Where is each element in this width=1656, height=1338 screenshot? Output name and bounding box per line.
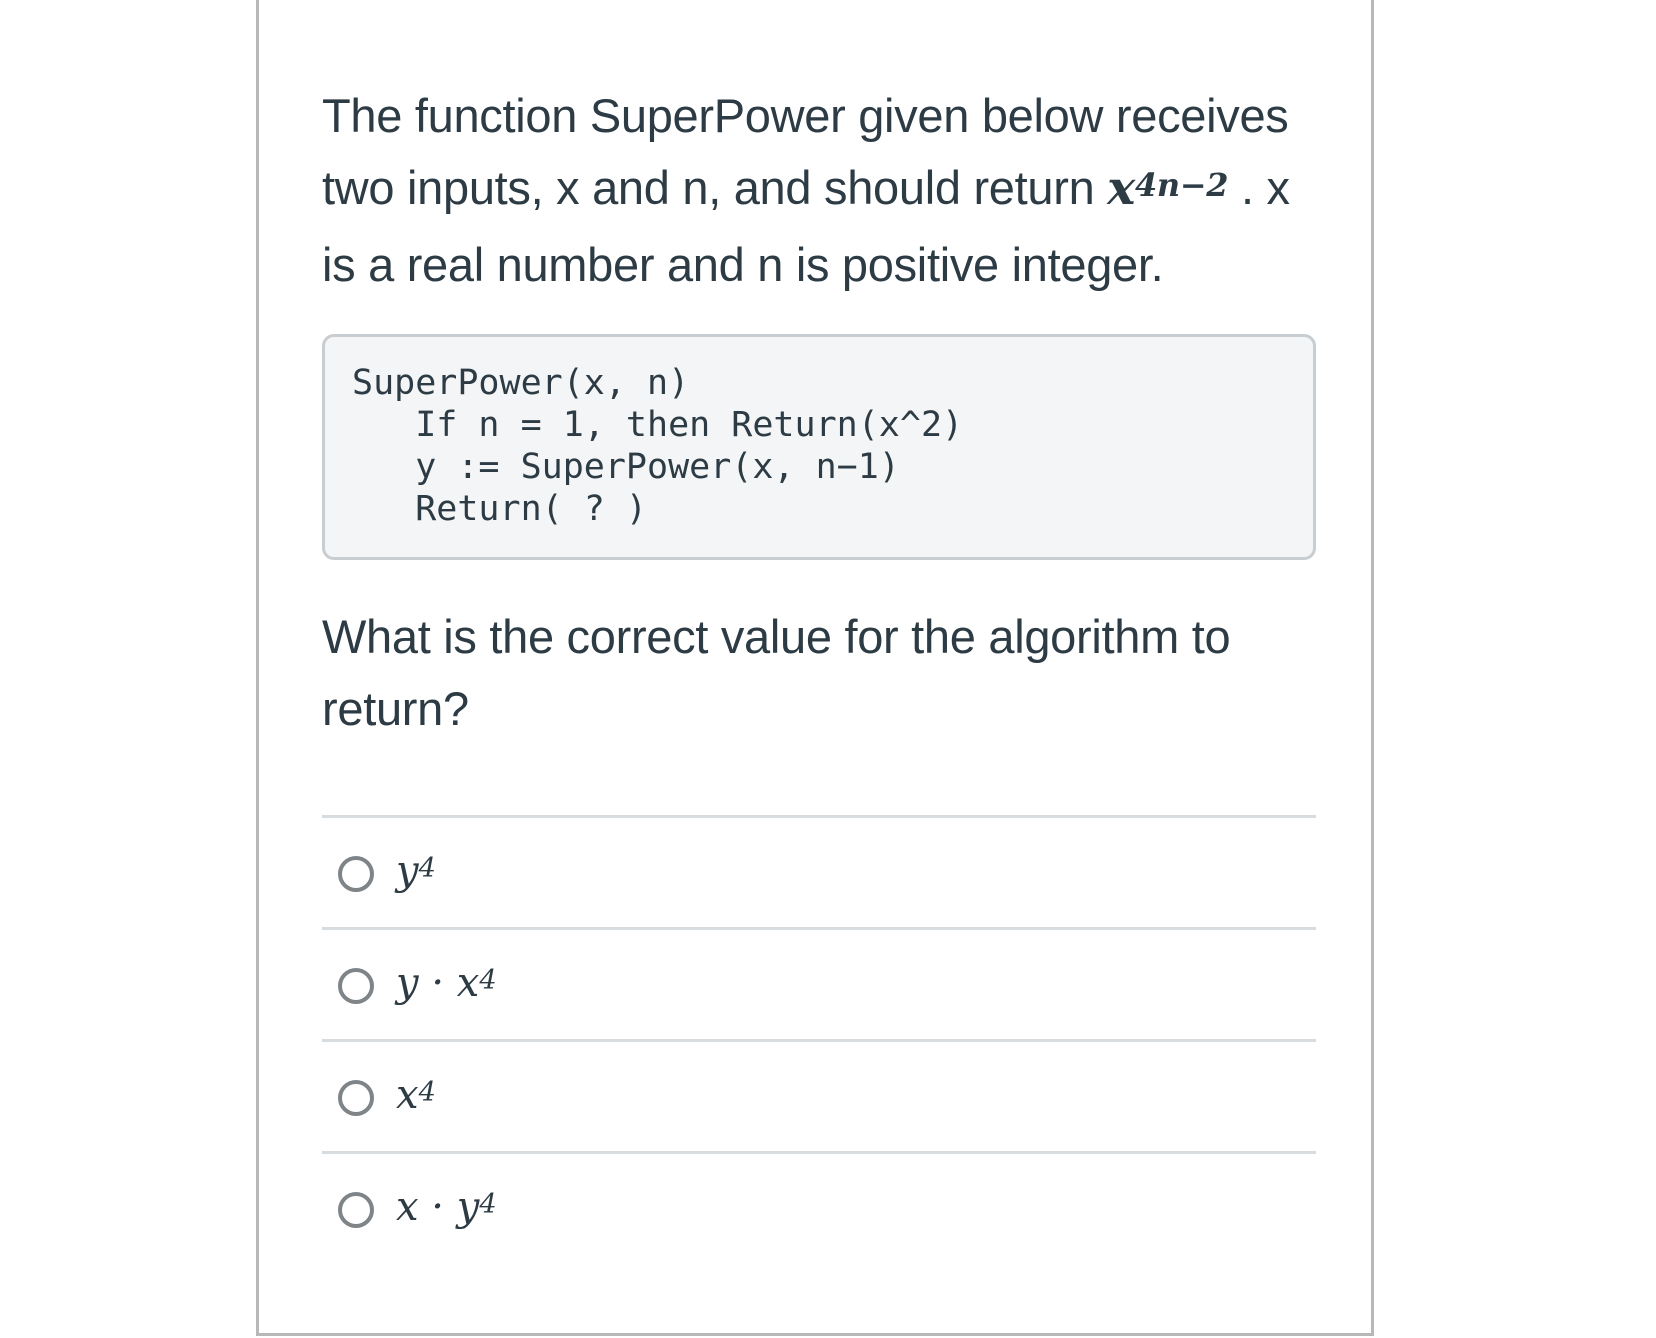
answer-prompt: What is the correct value for the algorithm to return? [322, 610, 1231, 735]
radio-button[interactable] [338, 1192, 374, 1228]
radio-button[interactable] [338, 856, 374, 892]
answer-list [322, 815, 1316, 1263]
question-text-after: . x is a real number and n is positive integer. [322, 161, 1290, 291]
answer-option-3[interactable] [322, 1039, 1316, 1151]
answer-label: $x \cdot y^4$ [396, 1184, 497, 1230]
answer-option-2[interactable] [322, 927, 1316, 1039]
formula-base: x [1107, 161, 1135, 216]
answer-label: $y \cdot x^4$ [396, 960, 497, 1006]
code-line: y := SuperPower(x, n−1) [352, 447, 900, 487]
code-block [322, 334, 1316, 560]
formula-exponent: 4n−2 [1134, 166, 1229, 205]
quiz-question-card [256, 0, 1374, 1336]
answer-label: $x^4$ [396, 1072, 436, 1118]
answer-option-1[interactable] [322, 815, 1316, 927]
radio-button[interactable] [338, 968, 374, 1004]
radio-button[interactable] [338, 1080, 374, 1116]
question-text [322, 80, 1322, 301]
question-text-before: The function SuperPower given below receives two inputs, x and n, and should return [322, 89, 1289, 214]
code-line: SuperPower(x, n) [352, 363, 690, 403]
code-lines [352, 362, 963, 530]
answer-label: $y^4$ [396, 848, 436, 894]
return-formula [1107, 161, 1228, 216]
code-line: If n = 1, then Return(x^2) [352, 405, 964, 445]
answer-option-4[interactable] [322, 1151, 1316, 1263]
code-line: Return( ? ) [352, 489, 648, 529]
